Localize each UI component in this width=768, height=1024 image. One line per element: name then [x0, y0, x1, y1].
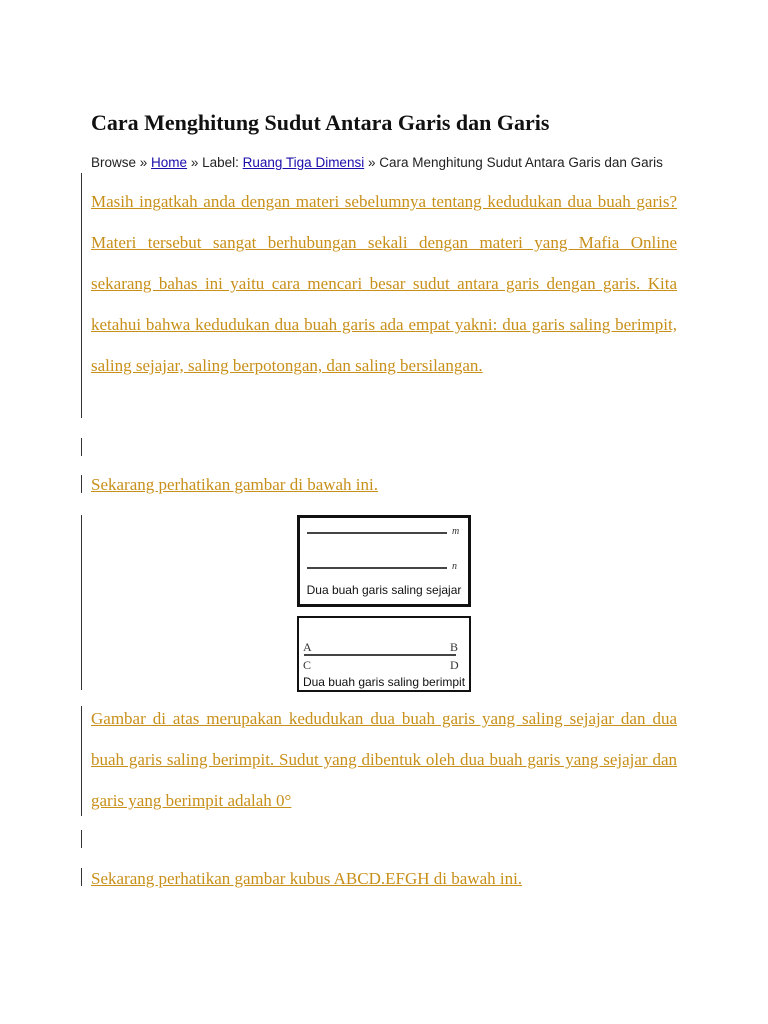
text-cursor-bar [81, 173, 82, 418]
post-title: Cara Menghitung Sudut Antara Garis dan Garis [91, 110, 550, 135]
figure-parallel-lines [297, 515, 471, 607]
line-m [307, 532, 447, 534]
text-cursor-bar [81, 868, 82, 886]
paragraph-look-figure: Sekarang perhatikan gambar di bawah ini. [91, 475, 379, 494]
breadcrumb [91, 155, 663, 170]
figure-coincident-lines [297, 616, 471, 692]
coincident-line [304, 654, 456, 656]
breadcrumb-home-link[interactable]: Home [151, 155, 188, 170]
label-d: D [450, 658, 459, 672]
text-cursor-bar [81, 438, 82, 456]
label-c: C [303, 658, 312, 672]
text-cursor-bar [81, 475, 82, 493]
line-n [307, 567, 447, 569]
figure-caption: Dua buah garis saling sejajar [306, 583, 462, 597]
breadcrumb-separator: » [367, 155, 376, 170]
label-n: n [452, 561, 457, 572]
paragraph-explanation: Gambar di atas merupakan kedudukan dua buah garis yang saling sejajar dan dua buah garis saling berimpit. Sudut yang dibentuk oleh dua buah garis yang sejajar dan garis yang berimpit adalah 0° [91, 709, 677, 810]
breadcrumb-prefix: Browse » [91, 155, 148, 170]
text-cursor-bar [81, 706, 82, 816]
label-m: m [452, 526, 460, 537]
breadcrumb-label-link[interactable]: Ruang Tiga Dimensi [242, 155, 365, 170]
paragraph-intro: Masih ingatkah anda dengan materi sebelumnya tentang kedudukan dua buah garis? Materi tersebut sangat berhubungan sekali dengan materi yang Mafia Online sekarang bahas ini yaitu cara mencari besar sudut antara garis dengan garis. Kita ketahui bahwa kedudukan dua buah garis ada empat yakni: dua garis saling berimpit, saling sejajar, saling berpotongan, dan saling bersilangan. [91, 192, 677, 375]
text-cursor-bar [81, 830, 82, 848]
paragraph-cube: Sekarang perhatikan gambar kubus ABCD.EFGH di bawah ini. [91, 869, 523, 888]
label-a: A [303, 640, 312, 654]
figure-caption: Dua buah garis saling berimpit [302, 675, 466, 689]
text-cursor-bar [81, 515, 82, 690]
breadcrumb-current: Cara Menghitung Sudut Antara Garis dan Garis [379, 155, 663, 170]
label-b: B [450, 640, 459, 654]
breadcrumb-separator-label: » Label: [190, 155, 239, 170]
